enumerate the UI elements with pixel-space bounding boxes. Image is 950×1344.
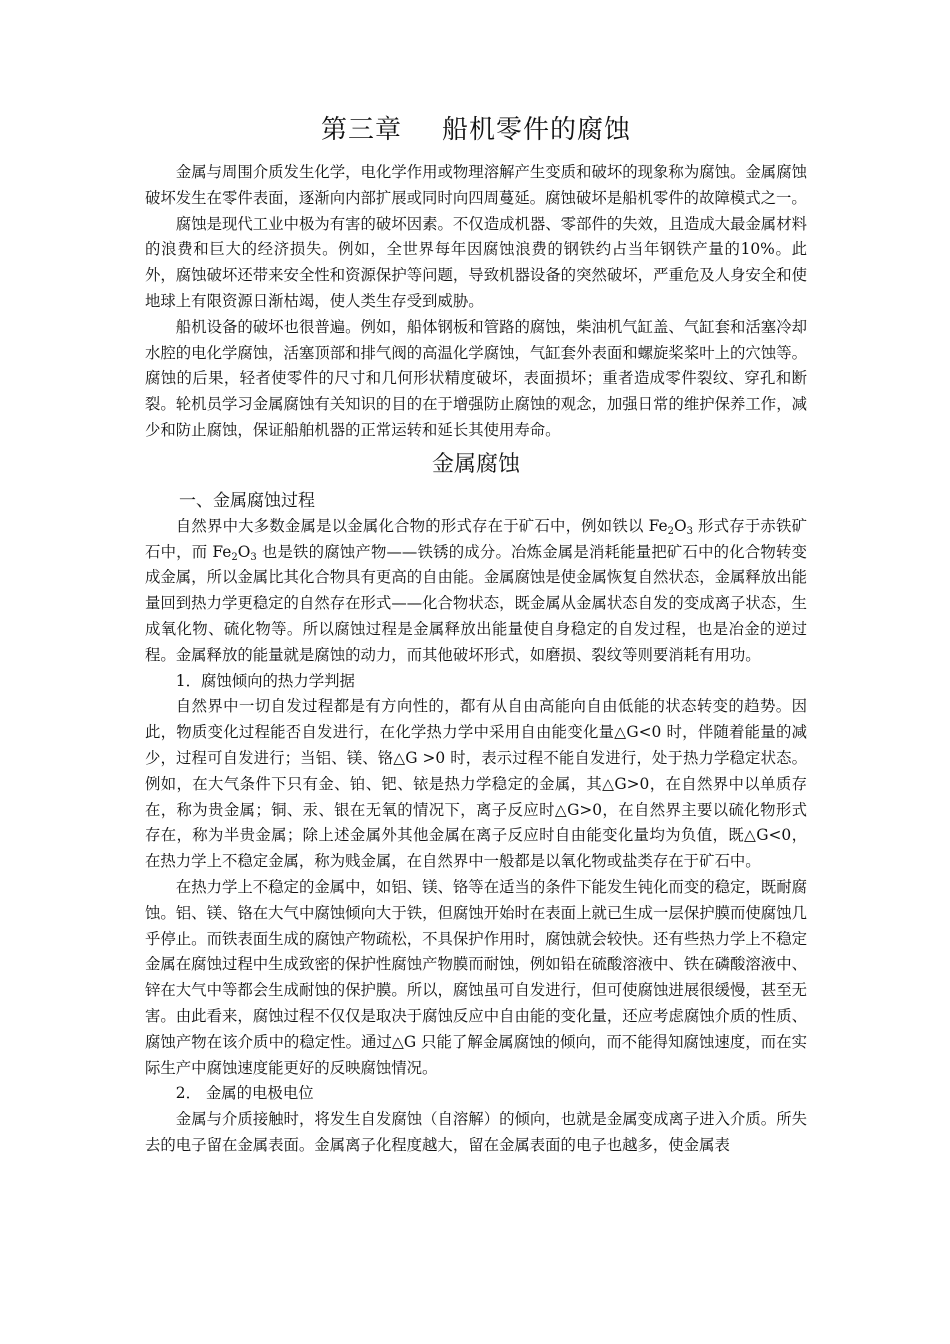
thermodynamic-paragraph-2: 在热力学上不稳定的金属中，如铝、镁、铬等在适当的条件下能发生钝化而变的稳定，既耐腐蚀。铝、镁、铬在大气中腐蚀倾向大于铁，但腐蚀开始时在表面上就已生成一层保护膜而使腐蚀几乎停止。而铁表面生成的腐蚀产物疏松，不具保护作用时，腐蚀就会较快。还有些热力学上不稳定金属在腐蚀过程中生成致密的保护性腐蚀产物膜而耐蚀，例如铅在硫酸溶液中、铁在磷酸溶液中、锌在大气中等都会生成耐蚀的保护膜。所以，腐蚀虽可自发进行，但可使腐蚀进展很缓慢，甚至无害。由此看来，腐蚀过程不仅仅是取决于腐蚀反应中自由能的变化量，还应考虑腐蚀介质的性质、腐蚀产物在该介质中的稳定性。通过△G 只能了解金属腐蚀的倾向，而不能得知腐蚀速度，而在实际生产中腐蚀速度能更好的反映腐蚀情况。 — [145, 877, 807, 1077]
intro-paragraph-2: 腐蚀是现代工业中极为有害的破坏因素。不仅造成机器、零部件的失效，且造成大最金属材料的浪费和巨大的经济损失。例如，全世界每年因腐蚀浪费的钢铁约占当年钢铁产量的10%。此外，腐蚀破坏还带来安全性和资源保护等问题，导致机器设备的突然破坏，严重危及人身安全和使地球上有限资源日渐枯竭，使人类生存受到威胁。 — [145, 214, 807, 310]
intro-paragraph-1: 金属与周围介质发生化学，电化学作用或物理溶解产生变质和破坏的现象称为腐蚀。金属腐蚀破坏发生在零件表面，逐渐向内部扩展或同时向四周蔓延。腐蚀破坏是船机零件的故障模式之一。 — [145, 163, 807, 207]
subscript: 3 — [250, 551, 257, 563]
section-title: 金属腐蚀 — [431, 451, 520, 477]
subsection-heading-corrosion-process: 一、金属腐蚀过程 — [179, 490, 315, 511]
text-run: O — [673, 516, 687, 535]
subscript: 2 — [231, 551, 238, 563]
text-run: 形式存于赤铁矿石中，而 Fe — [145, 516, 807, 561]
subscript: 2 — [667, 525, 674, 537]
text-run: 也是铁的腐蚀产物——铁锈的成分。冶炼金属是消耗能量把矿石中的化合物转变成金属，所以金属比其化合物具有更高的自由能。金属腐蚀是使金属恢复自然状态，金属释放出能量回到热力学更稳定的自然存在形式——化合物状态，既金属从金属状态自发的变成离子状态，生成氧化物、硫化物等。所以腐蚀过程是金属释放出能量使自身稳定的自发过程，也是冶金的逆过程。金属释放的能量就是腐蚀的动力，而其他破坏形式，如磨损、裂纹等则要消耗有用功。 — [145, 542, 807, 664]
text-run: O — [237, 542, 251, 561]
subscript: 3 — [686, 525, 693, 537]
subsection-heading-thermodynamic-criterion: 1．腐蚀倾向的热力学判据 — [175, 671, 355, 690]
thermodynamic-paragraph-1: 自然界中一切自发过程都是有方向性的，都有从自由高能向自由低能的状态转变的趋势。因此，物质变化过程能否自发进行，在化学热力学中采用自由能变化量△G<0 时，伴随着能量的减少，过程可自发进行；当铝、镁、铬△G >0 时，表示过程不能自发进行，处于热力学稳定状态。例如，在大气条件下只有金、铂、钯、铱是热力学稳定的金属，其△G>0，在自然界中以单质存在，称为贵金属；铜、汞、银在无氧的情况下，离子反应时△G>0，在自然界主要以硫化物形式存在，称为半贵金属；除上述金属外其他金属在离子反应时自由能变化量均为负值，既△G<0，在热力学上不稳定金属，称为贱金属，在自然界中一般都是以氧化物或盐类存在于矿石中。 — [145, 697, 807, 871]
chapter-label: 第三章 — [320, 115, 402, 145]
electrode-potential-paragraph: 金属与介质接触时，将发生自发腐蚀（自溶解）的倾向，也就是金属变成离子进入介质。所失去的电子留在金属表面。金属离子化程度越大，留在金属表面的电子也越多，使金属表 — [145, 1110, 807, 1154]
chapter-title — [145, 112, 807, 148]
subsection-heading-electrode-potential: 2． 金属的电极电位 — [175, 1084, 314, 1103]
intro-paragraph-3: 船机设备的破坏也很普遍。例如，船体钢板和管路的腐蚀，柴油机气缸盖、气缸套和活塞冷却水腔的电化学腐蚀，活塞顶部和排气阀的高温化学腐蚀，气缸套外表面和螺旋桨桨叶上的穴蚀等。腐蚀的后果，轻者使零件的尺寸和几何形状精度破坏，表面损坏；重者造成零件裂纹、穿孔和断裂。轮机员学习金属腐蚀有关知识的目的在于增强防止腐蚀的观念，加强日常的维护保养工作，减少和防止腐蚀，保证船舶机器的正常运转和延长其使用寿命。 — [145, 317, 807, 439]
chapter-name: 船机零件的腐蚀 — [442, 115, 632, 145]
corrosion-process-paragraph — [145, 514, 807, 669]
text-run: 自然界中大多数金属是以金属化合物的形式存在于矿石中，例如铁以 Fe — [175, 516, 668, 535]
document-page — [145, 112, 807, 1159]
